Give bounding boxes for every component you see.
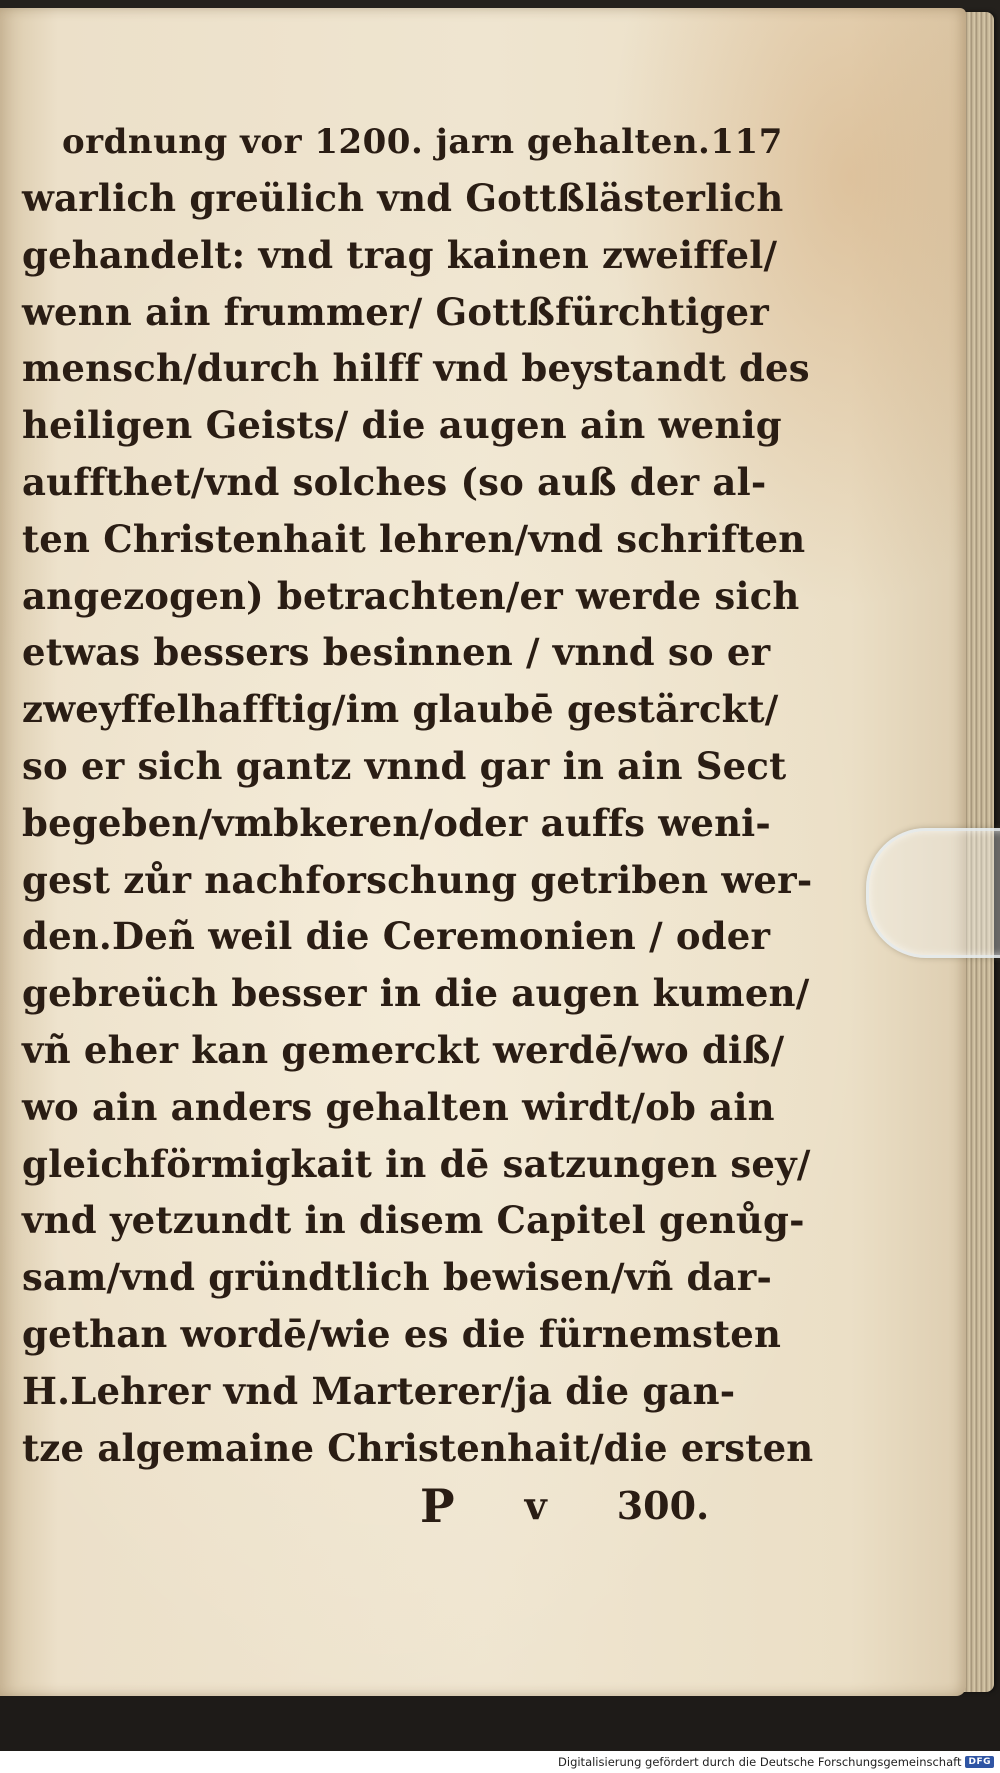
text-line: H.Lehrer vnd Marterer/ja die gan- bbox=[22, 1368, 736, 1413]
running-title: ordnung vor 1200. jarn gehalten. bbox=[62, 122, 711, 162]
text-line: angezogen) betrachten/er werde sich bbox=[22, 573, 800, 618]
text-line: wo ain anders gehalten wirdt/ob ain bbox=[22, 1084, 775, 1129]
running-header bbox=[22, 114, 783, 170]
dfg-logo-icon: DFG bbox=[965, 1756, 994, 1768]
body-text bbox=[22, 170, 814, 1476]
digitization-credit: Digitalisierung gefördert durch die Deutsche Forschungsgemeinschaft bbox=[558, 1755, 962, 1769]
text-line: vñ eher kan gemerckt werdē/wo diß/ bbox=[22, 1027, 785, 1072]
text-line: gebreüch besser in die augen kumen/ bbox=[22, 971, 810, 1016]
signature-number: v bbox=[524, 1483, 547, 1529]
text-line: gleichförmigkait in dē satzungen sey/ bbox=[22, 1141, 811, 1186]
signature-line bbox=[22, 1476, 742, 1536]
text-line: gehandelt: vnd trag kainen zweiffel/ bbox=[22, 232, 778, 277]
text-line: gest zůr nachforschung getriben wer- bbox=[22, 857, 813, 902]
page-number: 117 bbox=[710, 122, 783, 162]
text-line: begeben/vmbkeren/oder auffs weni- bbox=[22, 800, 771, 845]
text-block bbox=[22, 114, 814, 1536]
footer-bar bbox=[0, 1751, 1000, 1773]
text-line: gethan wordē/wie es die fürnemsten bbox=[22, 1311, 782, 1356]
text-line: warlich greülich vnd Gottßlästerlich bbox=[22, 176, 784, 220]
signature-mark: P bbox=[420, 1479, 455, 1534]
text-line: tze algemaine Christenhait/die ersten bbox=[22, 1425, 814, 1470]
text-line: etwas bessers besinnen / vnnd so er bbox=[22, 630, 771, 675]
catchword: 300. bbox=[616, 1483, 710, 1529]
text-line: zweyffelhafftig/im glaubē gestärckt/ bbox=[22, 687, 779, 732]
text-line: vnd yetzundt in disem Capitel genůg- bbox=[22, 1198, 805, 1243]
text-line: auffthet/vnd solches (so auß der al- bbox=[22, 459, 767, 504]
text-line: ten Christenhait lehren/vnd schriften bbox=[22, 516, 806, 561]
text-line: heiligen Geists/ die augen ain wenig bbox=[22, 403, 782, 448]
text-line: so er sich gantz vnnd gar in ain Sect bbox=[22, 743, 787, 788]
book-page bbox=[0, 8, 966, 1696]
text-line: mensch/durch hilff vnd beystandt des bbox=[22, 346, 810, 391]
text-line: wenn ain frummer/ Gottßfürchtiger bbox=[22, 289, 769, 334]
page-clip bbox=[866, 828, 1000, 958]
text-line: den.Deñ weil die Ceremonien / oder bbox=[22, 914, 771, 959]
text-line: sam/vnd gründtlich bewisen/vñ dar- bbox=[22, 1255, 773, 1300]
